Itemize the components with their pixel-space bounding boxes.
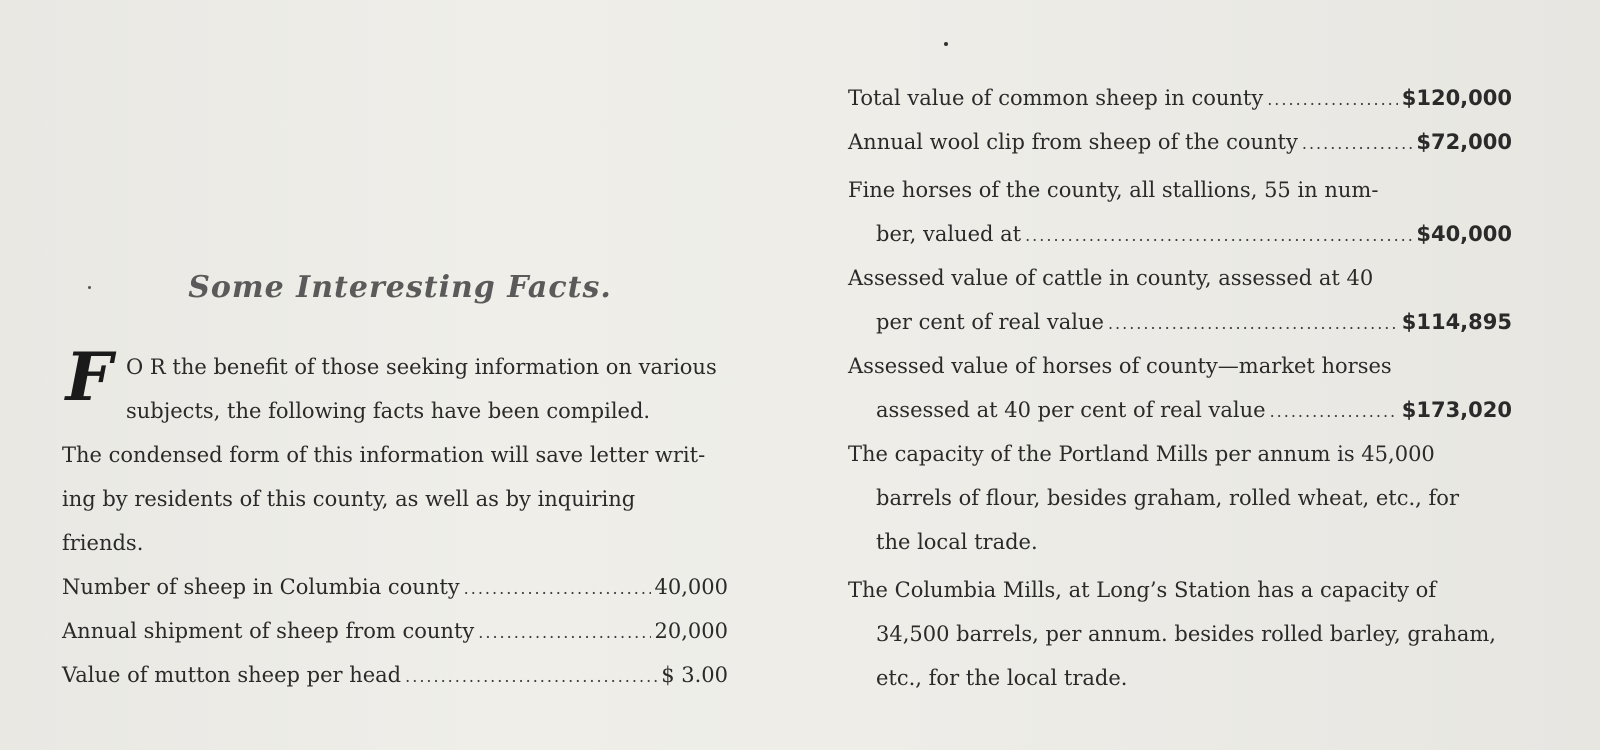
left-column <box>62 270 728 697</box>
fact-value: $173,020 <box>1401 398 1512 422</box>
fact-text-line: 34,500 barrels, per annum. besides rolled barley, graham, <box>876 622 1496 646</box>
fact-text-line: Assessed value of cattle in county, assessed at 40 <box>848 266 1374 290</box>
dot-leader <box>1270 390 1398 434</box>
fact-value: 20,000 <box>654 619 728 643</box>
fact-text-line: the local trade. <box>876 530 1038 554</box>
fact-row <box>62 653 728 697</box>
fact-text-line: Assessed value of horses of county—market horses <box>848 354 1392 378</box>
ink-speck <box>944 42 948 46</box>
fact-label: per cent of real value <box>876 310 1104 334</box>
fact-row <box>848 300 1512 344</box>
fact-value: 40,000 <box>654 575 728 599</box>
fact-text-line: etc., for the local trade. <box>876 666 1128 690</box>
fact-label: ber, valued at <box>876 222 1022 246</box>
dot-leader <box>1267 78 1398 122</box>
fact-label: Annual shipment of sheep from county <box>62 619 475 643</box>
fact-text-line: The Columbia Mills, at Long’s Station has a capacity of <box>848 578 1437 602</box>
fact-value: $120,000 <box>1401 86 1512 110</box>
fact-value: $114,895 <box>1401 310 1512 334</box>
fact-label: assessed at 40 per cent of real value <box>876 398 1266 422</box>
dot-leader <box>1108 302 1398 346</box>
fact-text-line: barrels of flour, besides graham, rolled wheat, etc., for <box>876 486 1459 510</box>
intro-paragraph <box>62 338 728 565</box>
fact-text-line: Fine horses of the county, all stallions, 55 in num- <box>848 178 1379 202</box>
fact-value: $ 3.00 <box>661 663 728 687</box>
fact-value: $72,000 <box>1416 130 1512 154</box>
fact-value: $40,000 <box>1416 222 1512 246</box>
fact-text-line: The capacity of the Portland Mills per annum is 45,000 <box>848 442 1435 466</box>
fact-row <box>848 212 1512 256</box>
fact-row <box>62 609 728 653</box>
fact-row <box>848 76 1512 120</box>
fact-row <box>62 565 728 609</box>
intro-line: subjects, the following facts have been compiled. <box>126 399 651 423</box>
dot-leader <box>1302 122 1412 166</box>
drop-cap: F <box>65 338 113 416</box>
intro-line: ing by residents of this county, as well as by inquiring <box>62 487 636 511</box>
intro-line: The condensed form of this information will save letter writ- <box>62 443 706 467</box>
dot-leader <box>464 567 651 611</box>
page-title: Some Interesting Facts. <box>188 270 612 305</box>
dot-leader <box>478 611 650 655</box>
dot-leader <box>405 655 657 699</box>
intro-line: O R the benefit of those seeking information on various <box>126 355 717 379</box>
fact-row <box>848 120 1512 164</box>
fact-row <box>848 388 1512 432</box>
fact-label: Annual wool clip from sheep of the county <box>848 130 1298 154</box>
intro-line: friends. <box>62 531 144 555</box>
fact-label: Number of sheep in Columbia county <box>62 575 460 599</box>
fact-label: Total value of common sheep in county <box>848 86 1264 110</box>
fact-label: Value of mutton sheep per head <box>62 663 402 687</box>
dot-leader <box>1025 214 1412 258</box>
right-column <box>848 76 1512 700</box>
